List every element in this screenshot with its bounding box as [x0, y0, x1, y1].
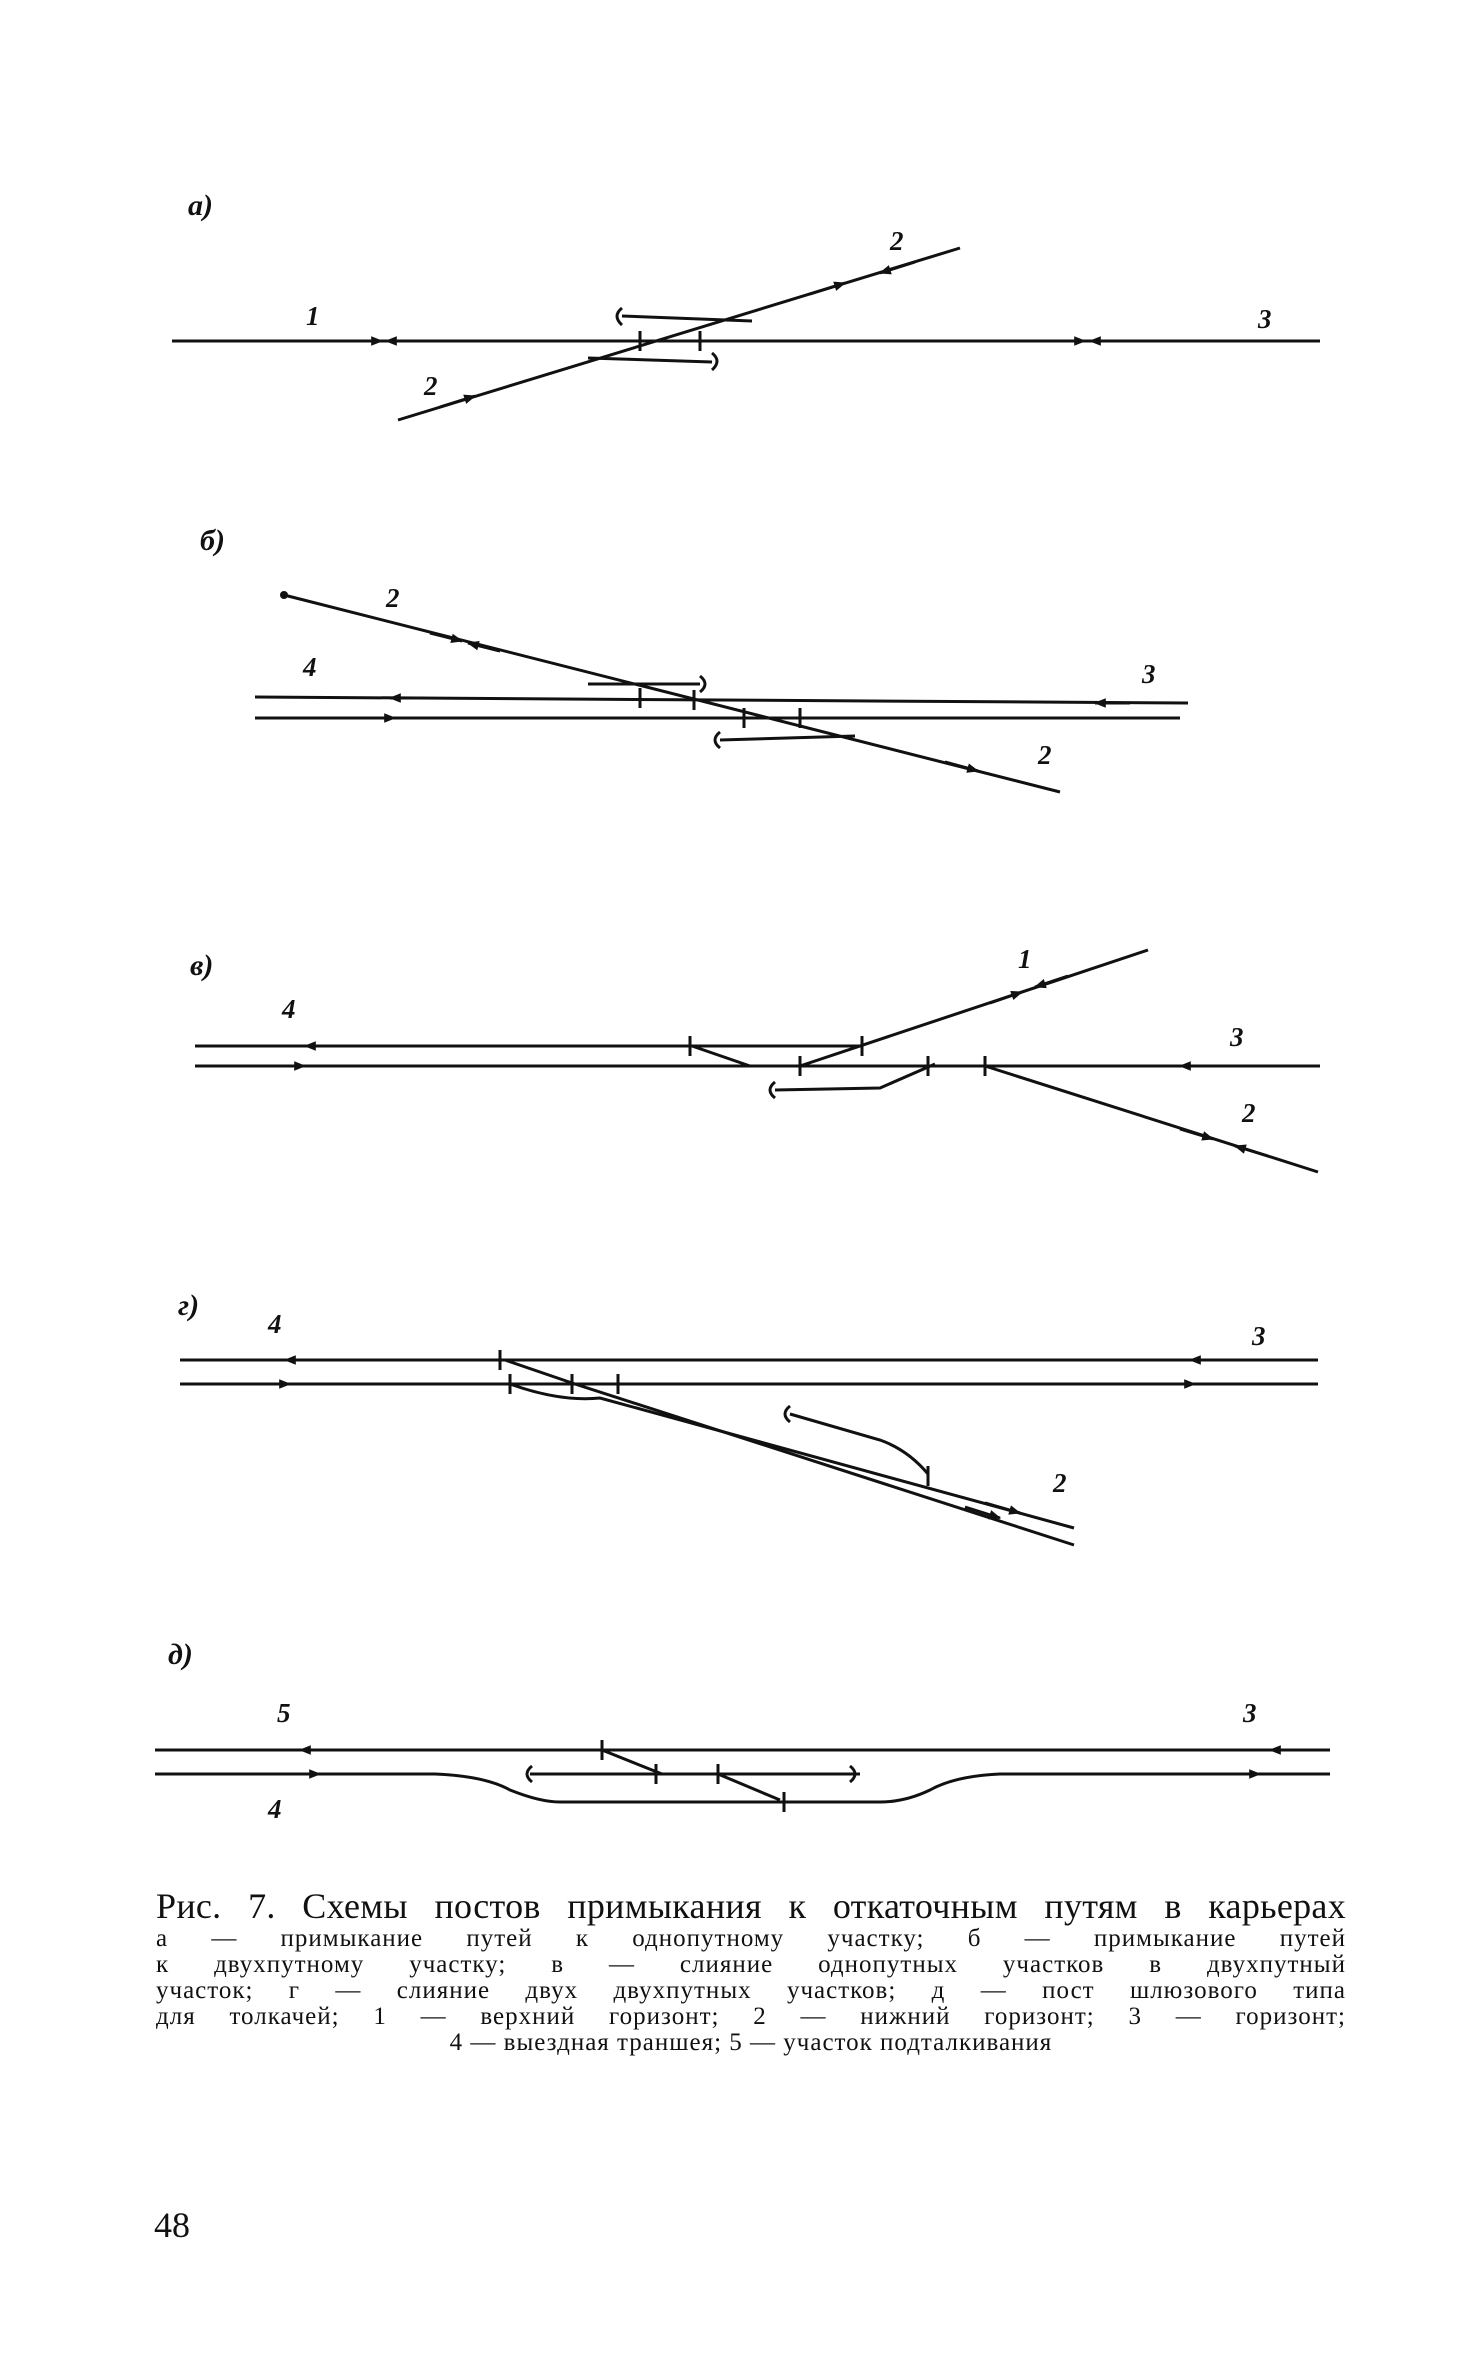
track-label: 2	[1038, 740, 1052, 770]
incline-track	[284, 595, 1060, 792]
direction-arrow	[468, 643, 500, 651]
track-label: 3	[1258, 304, 1272, 334]
track-label: 4	[268, 1309, 282, 1339]
track-lower-bypass	[155, 1774, 1330, 1802]
track-label: 3	[1243, 1698, 1257, 1728]
track-label: 3	[1230, 1022, 1244, 1052]
siding-lower	[588, 358, 712, 362]
track-label: 2	[386, 583, 400, 613]
panel-d	[155, 1638, 1330, 1824]
panel-b-letter: б)	[200, 524, 225, 557]
crossover-right	[718, 1774, 780, 1800]
direction-arrow	[945, 762, 978, 771]
panel-g-letter: г)	[178, 1289, 200, 1322]
siding	[790, 1414, 928, 1474]
siding-stop-lower	[715, 732, 720, 748]
branch-track	[985, 1066, 1318, 1172]
figure-caption	[156, 1886, 1346, 2056]
track-label: 4	[268, 1794, 282, 1824]
caption-title: Рис. 7. Схемы постов примыкания к откаточным путям в карьерах	[156, 1886, 1346, 1926]
track-label: 2	[1242, 1098, 1256, 1128]
track-label: 2	[890, 226, 904, 256]
direction-arrow	[430, 633, 462, 641]
caption-line: а — примыкание путей к однопутному участку; б — примыкание путей	[156, 1925, 1346, 1952]
panel-g	[178, 1289, 1318, 1545]
crossover-left	[602, 1750, 662, 1774]
caption-line: к двухпутному участку; в — слияние однопутных участков в двухпутный	[156, 1951, 1346, 1978]
caption-line: участок; г — слияние двух двухпутных участков; д — пост шлюзового типа	[156, 1977, 1346, 2004]
track-label: 4	[303, 652, 317, 682]
diverging-track-inner	[510, 1384, 1074, 1528]
track-label: 3	[1142, 659, 1156, 689]
crossover	[692, 1046, 750, 1066]
siding-stop	[785, 1406, 790, 1422]
caption-line: 4 — выездная траншея; 5 — участок подталкивания	[449, 2029, 1053, 2056]
direction-arrow	[440, 396, 475, 407]
diverging-track-outer	[505, 1360, 1074, 1545]
track-label: 3	[1252, 1321, 1266, 1351]
branch-track	[800, 950, 1148, 1066]
direction-arrow	[1235, 1146, 1268, 1156]
panel-b	[200, 524, 1188, 792]
siding-lower	[720, 736, 855, 740]
panel-a-letter: а)	[188, 189, 213, 222]
track-label: 4	[282, 994, 296, 1024]
incline-track	[398, 248, 960, 420]
direction-arrow	[810, 283, 845, 294]
siding-stop-upper	[617, 308, 622, 325]
siding-stop-upper	[700, 676, 705, 692]
direction-arrow	[1035, 976, 1068, 987]
siding-stop-lower	[712, 353, 717, 370]
direction-arrow	[985, 1503, 1020, 1513]
track-label: 2	[424, 371, 438, 401]
caption-line: для толкачей; 1 — верхний горизонт; 2 — нижний горизонт; 3 — горизонт;	[156, 2003, 1346, 2030]
track-label: 1	[1018, 944, 1032, 974]
direction-arrow	[880, 262, 915, 273]
siding-stop	[770, 1082, 775, 1098]
track-label: 5	[277, 1698, 291, 1728]
page-number: 48	[154, 2205, 190, 2245]
panel-d-letter: д)	[168, 1638, 193, 1671]
panel-v-letter: в)	[190, 949, 214, 982]
direction-arrow	[1180, 1129, 1213, 1139]
direction-arrow	[990, 992, 1022, 1003]
panel-v	[190, 944, 1320, 1172]
track-label: 1	[306, 301, 320, 331]
track-label: 2	[1053, 1468, 1067, 1498]
panel-a	[172, 189, 1320, 420]
